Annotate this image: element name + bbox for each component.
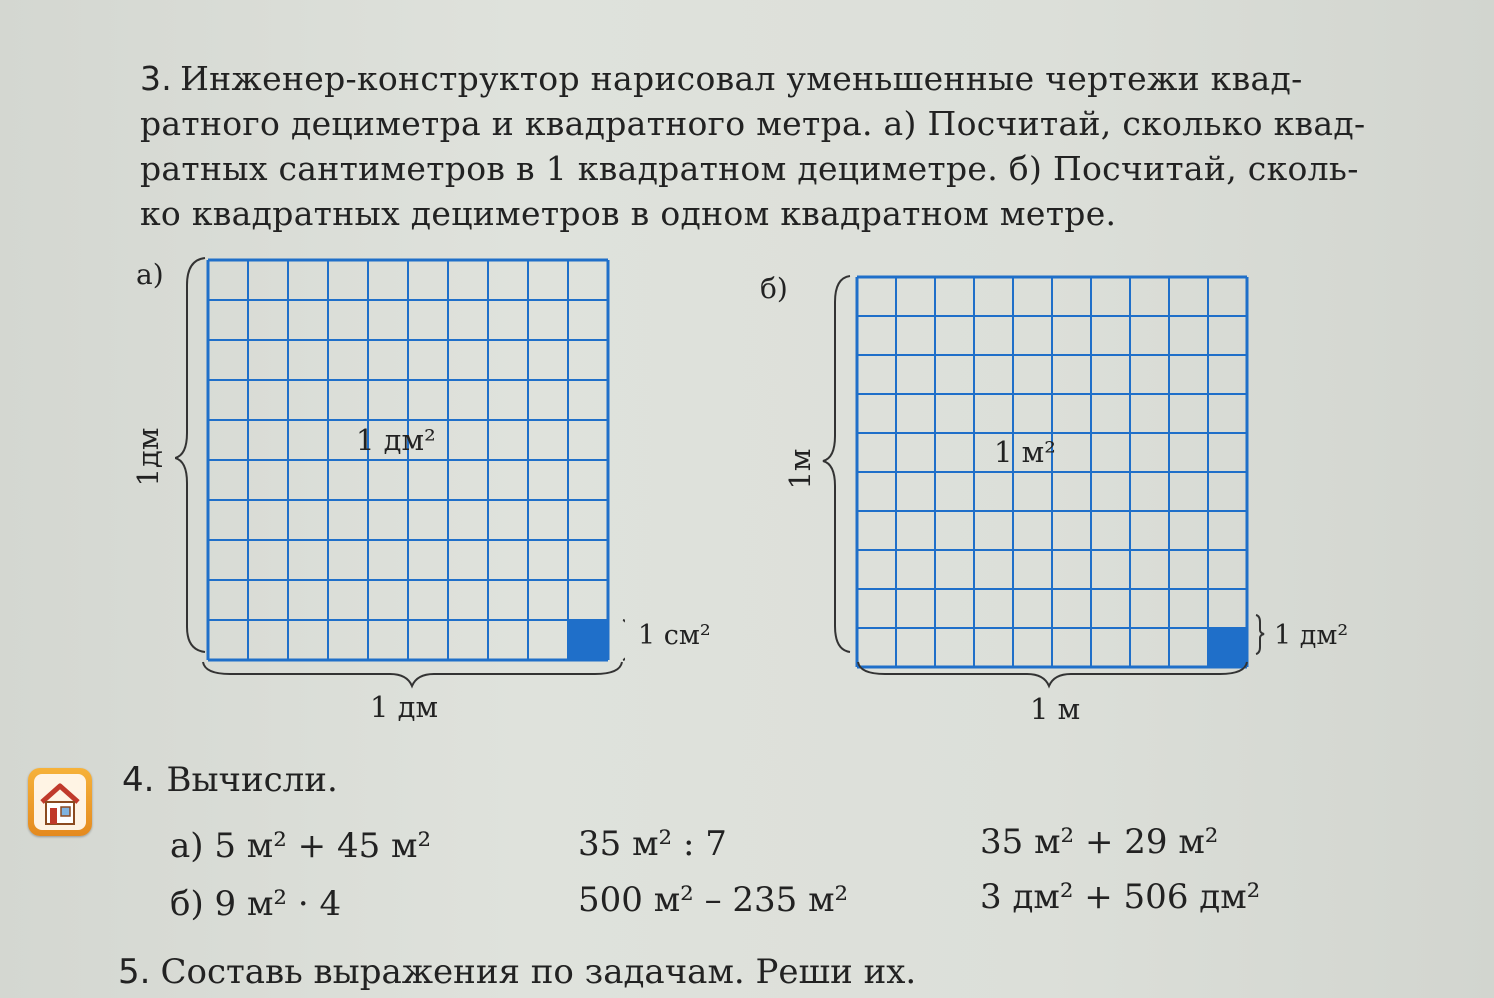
task-4-expr-a1: а) 5 м² + 45 м² (170, 826, 432, 866)
task-3-line-4: ко квадратных дециметров в одном квадратном метре. (140, 194, 1117, 233)
task-3-line-3: ратных сантиметров в 1 квадратном дециметре. б) Посчитай, сколь- (140, 149, 1359, 188)
figure-a-drawing (175, 255, 625, 675)
figure-a-left-brace (175, 258, 205, 652)
figure-b-grid (857, 277, 1247, 667)
figure-b-area-label: 1 м² (994, 435, 1056, 469)
figure-b-drawing (820, 270, 1270, 670)
task-3-number: 3. (140, 59, 173, 98)
task-5-text: Составь выражения по задачам. Реши их. (160, 952, 917, 992)
task-4-number: 4. (122, 760, 155, 800)
task-4-expr-a3: 35 м² + 29 м² (980, 822, 1219, 862)
task-4-expr-b3: 3 дм² + 506 дм² (980, 877, 1261, 917)
task-3 (140, 56, 1380, 236)
task-4-expr-a2: 35 м² : 7 (578, 824, 727, 864)
figure-b-cell-label: 1 дм² (1274, 620, 1349, 651)
figure-a-bottom-brace (200, 660, 630, 690)
figure-b-left-brace (823, 276, 850, 652)
home-icon (28, 768, 92, 836)
figure-a-side-bottom: 1 дм (370, 690, 439, 724)
figure-a-side-left: 1дм (131, 427, 165, 487)
figure-b-cell-brace (1256, 615, 1264, 654)
figure-b-bottom-brace (855, 660, 1255, 690)
figure-a-area-label: 1 дм² (356, 423, 436, 457)
task-4-expr-b1: б) 9 м² · 4 (170, 884, 342, 924)
figure-a-unit-cell (568, 620, 608, 660)
task-4-expr-b2: 500 м² – 235 м² (578, 880, 849, 920)
figure-b-side-left: 1м (783, 448, 817, 490)
task-4-text: Вычисли. (166, 760, 338, 800)
figure-a-cell-brace (623, 620, 625, 660)
figure-b-label: б) (760, 272, 788, 305)
task-4-title (122, 760, 338, 800)
figure-a-cell-label: 1 см² (638, 620, 711, 651)
task-3-line-2: ратного дециметра и квадратного метра. а) Посчитай, сколько квад- (140, 104, 1366, 143)
task-3-line-1: Инженер-конструктор нарисовал уменьшенные чертежи квад- (180, 59, 1303, 98)
task-5-number: 5. (118, 952, 151, 992)
figure-a-label: а) (136, 258, 164, 291)
figure-a-grid (208, 260, 608, 660)
figure-b-side-bottom: 1 м (1030, 692, 1081, 726)
task-5 (118, 952, 916, 992)
